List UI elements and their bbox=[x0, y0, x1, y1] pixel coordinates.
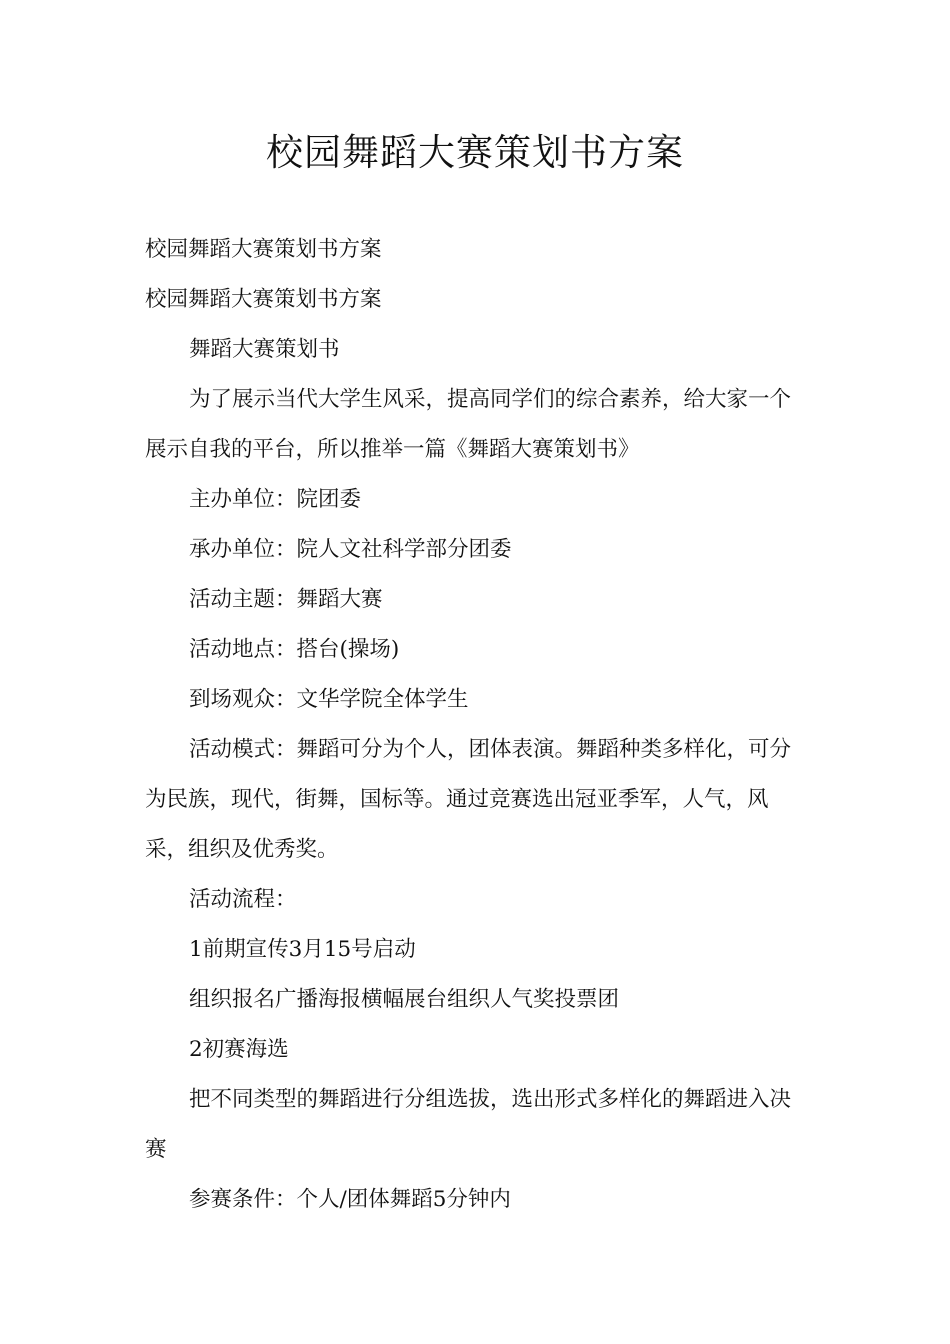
paragraph: 校园舞蹈大赛策划书方案 bbox=[145, 237, 382, 262]
paragraph: 活动流程： bbox=[189, 887, 297, 912]
paragraph: 为了展示当代大学生风采，提高同学们的综合素养，给大家一个展示自我的平台，所以推举一篇《舞蹈大赛策划书》 bbox=[145, 387, 792, 462]
paragraph: 1前期宣传3月15号启动 bbox=[189, 937, 416, 962]
paragraph: 参赛条件：个人/团体舞蹈5分钟内 bbox=[189, 1187, 511, 1212]
document-title: 校园舞蹈大赛策划书方案 bbox=[266, 131, 684, 174]
paragraph: 舞蹈大赛策划书 bbox=[189, 337, 340, 362]
paragraph: 活动主题：舞蹈大赛 bbox=[189, 587, 383, 612]
paragraph: 到场观众：文华学院全体学生 bbox=[189, 687, 469, 712]
paragraph: 活动地点：搭台(操场) bbox=[189, 637, 400, 662]
document-body bbox=[145, 225, 807, 1225]
paragraph: 把不同类型的舞蹈进行分组选拔，选出形式多样化的舞蹈进入决赛 bbox=[145, 1087, 792, 1162]
paragraph: 校园舞蹈大赛策划书方案 bbox=[145, 287, 382, 312]
paragraph: 活动模式：舞蹈可分为个人，团体表演。舞蹈种类多样化，可分为民族，现代，街舞，国标等。通过竞赛选出冠亚季军，人气，风采，组织及优秀奖。 bbox=[145, 737, 792, 862]
paragraph: 承办单位：院人文社科学部分团委 bbox=[189, 537, 512, 562]
paragraph: 主办单位：院团委 bbox=[189, 487, 362, 512]
paragraph: 组织报名广播海报横幅展台组织人气奖投票团 bbox=[189, 987, 620, 1012]
paragraph: 2初赛海选 bbox=[189, 1037, 289, 1062]
